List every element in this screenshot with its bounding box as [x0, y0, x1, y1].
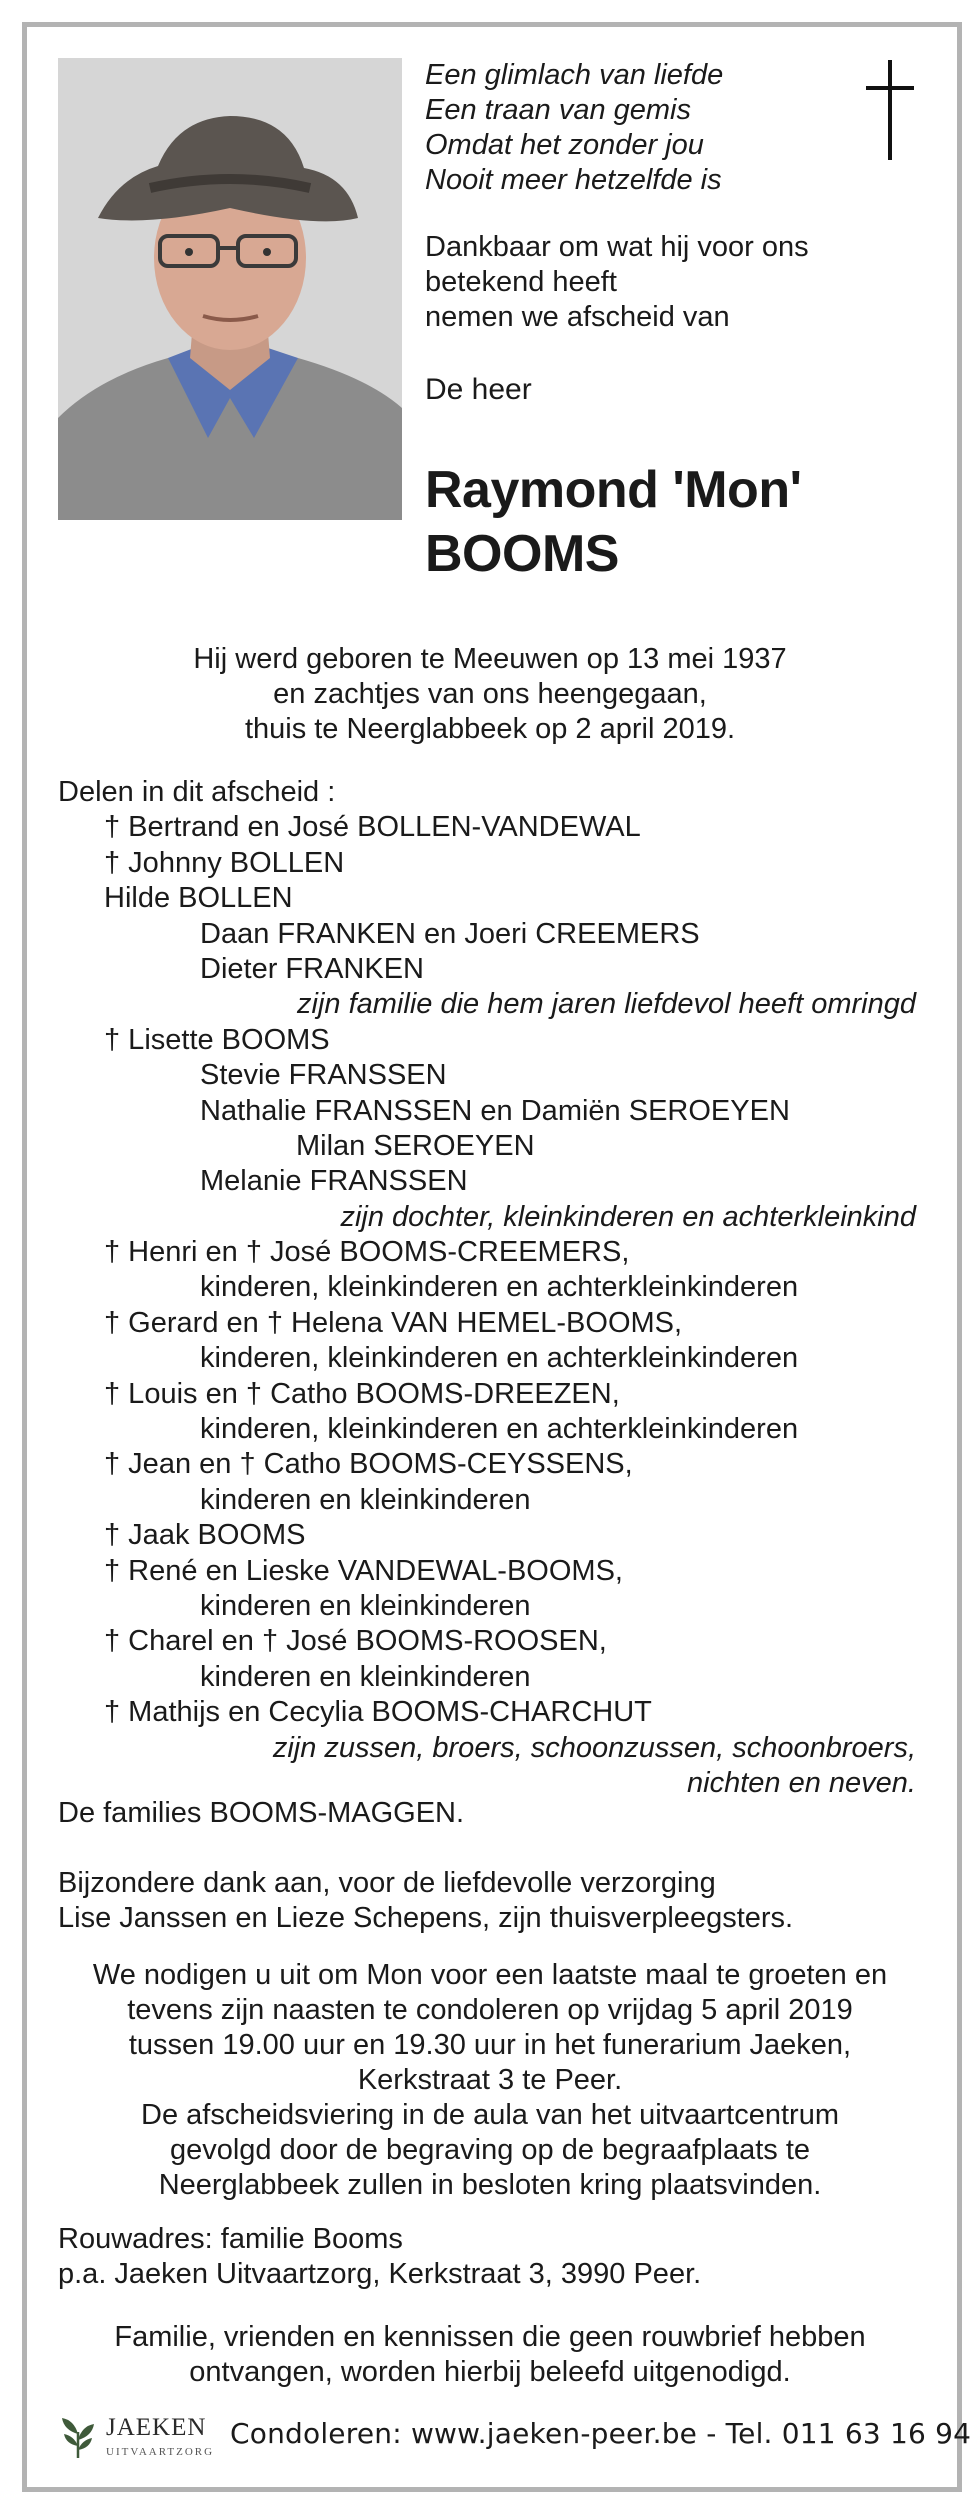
- mourner-line: Stevie FRANSSEN: [200, 1059, 447, 1092]
- mourner-line: Melanie FRANSSEN: [200, 1165, 468, 1198]
- mourner-line: † Lisette BOOMS: [104, 1023, 330, 1056]
- thanks-text: [425, 230, 865, 335]
- gratitude-line: Lise Janssen en Lieze Schepens, zijn thuisverpleegsters.: [58, 1902, 794, 1934]
- mourner-line: † Charel en † José BOOMS-ROOSEN,: [104, 1625, 607, 1658]
- mourner-line: kinderen en kleinkinderen: [200, 1483, 531, 1516]
- families-line: De families BOOMS-MAGGEN.: [58, 1797, 465, 1829]
- thanks-line: Dankbaar om wat hij voor ons: [425, 231, 809, 263]
- mourner-line: † Henri en † José BOOMS-CREEMERS,: [104, 1236, 630, 1269]
- mourner-line: † Gerard en † Helena VAN HEMEL-BOOMS,: [104, 1306, 683, 1339]
- honorific: De heer: [425, 373, 532, 406]
- mourner-line: kinderen, kleinkinderen en achterkleinkinderen: [200, 1271, 799, 1304]
- mourner-line: † Jaak BOOMS: [104, 1519, 306, 1552]
- poem: [425, 58, 855, 198]
- invitation-text: [58, 1958, 922, 2203]
- mourner-line: kinderen en kleinkinderen: [200, 1660, 531, 1693]
- mourner-line: † Bertrand en José BOLLEN-VANDEWAL: [104, 811, 641, 844]
- cross-icon: [862, 60, 918, 169]
- poem-line: Nooit meer hetzelfde is: [425, 164, 722, 196]
- name-line-first: Raymond 'Mon': [425, 461, 802, 519]
- relationship-line: zijn zussen, broers, schoonzussen, schoonbroers,: [272, 1731, 916, 1764]
- condolence-contact: Condoleren: www.jaeken-peer.be - Tel. 011 63 16 94: [230, 2417, 972, 2450]
- gratitude-text: [58, 1866, 922, 1936]
- logo-subtitle: UITVAARTZORG: [106, 2446, 215, 2458]
- mourner-line: † Mathijs en Cecylia BOOMS-CHARCHUT: [104, 1696, 652, 1729]
- address-line: Rouwadres: familie Booms: [58, 2223, 403, 2255]
- thanks-line: betekend heeft: [425, 266, 617, 298]
- relationship-line: zijn dochter, kleinkinderen en achterkleinkind: [340, 1200, 916, 1233]
- address-line: p.a. Jaeken Uitvaartzorg, Kerkstraat 3, 3990 Peer.: [58, 2258, 702, 2290]
- mourner-line: † Louis en † Catho BOOMS-DREEZEN,: [104, 1377, 620, 1410]
- birth-line: en zachtjes van ons heengegaan,: [273, 678, 707, 710]
- poem-line: Een glimlach van liefde: [425, 59, 724, 91]
- invite-line: gevolgd door de begraving op de begraafplaats te: [169, 2134, 811, 2166]
- poem-line: Een traan van gemis: [425, 94, 691, 126]
- invite-line: We nodigen u uit om Mon voor een laatste maal te groeten en: [92, 1959, 888, 1991]
- leaf-icon: [58, 2416, 98, 2465]
- mourner-line: † Johnny BOLLEN: [104, 846, 345, 879]
- poem-line: Omdat het zonder jou: [425, 129, 704, 161]
- footer: [58, 2406, 972, 2466]
- mourners-list: [58, 775, 922, 1801]
- mourner-line: kinderen, kleinkinderen en achterkleinkinderen: [200, 1413, 799, 1446]
- mourner-line: Nathalie FRANSSEN en Damiën SEROEYEN: [200, 1094, 790, 1127]
- mourning-address: [58, 2222, 922, 2292]
- mourner-line: † Jean en † Catho BOOMS-CEYSSENS,: [104, 1448, 633, 1481]
- invite-line: tussen 19.00 uur en 19.30 uur in het funerarium Jaeken,: [128, 2029, 852, 2061]
- invited-line: ontvangen, worden hierbij beleefd uitgenodigd.: [189, 2356, 791, 2388]
- mourner-line: Milan SEROEYEN: [296, 1129, 535, 1162]
- invite-line: De afscheidsviering in de aula van het uitvaartcentrum: [141, 2099, 839, 2131]
- general-invitation: [58, 2320, 922, 2390]
- mourner-line: kinderen en kleinkinderen: [200, 1589, 531, 1622]
- invite-line: tevens zijn naasten te condoleren op vrijdag 5 april 2019: [127, 1994, 853, 2026]
- logo-name: JAEKEN: [106, 2414, 207, 2441]
- relationship-line: nichten en neven.: [687, 1766, 916, 1799]
- invite-line: Neerglabbeek zullen in besloten kring plaatsvinden.: [158, 2169, 822, 2201]
- relationship-line: zijn familie die hem jaren liefdevol heeft omringd: [297, 988, 916, 1021]
- birth-line: thuis te Neerglabbeek op 2 april 2019.: [244, 713, 736, 745]
- invite-line: Kerkstraat 3 te Peer.: [357, 2064, 623, 2096]
- mourner-line: † René en Lieske VANDEWAL-BOOMS,: [104, 1554, 623, 1587]
- mourners-heading: Delen in dit afscheid :: [58, 776, 336, 808]
- deceased-name: [425, 458, 905, 586]
- birth-death-text: [58, 642, 922, 747]
- mourner-line: Hilde BOLLEN: [104, 882, 293, 915]
- thanks-line: nemen we afscheid van: [425, 301, 730, 333]
- invited-line: Familie, vrienden en kennissen die geen rouwbrief hebben: [114, 2321, 866, 2353]
- mourner-line: Dieter FRANKEN: [200, 952, 424, 985]
- gratitude-line: Bijzondere dank aan, voor de liefdevolle verzorging: [58, 1867, 716, 1899]
- mourner-line: Daan FRANKEN en Joeri CREEMERS: [200, 917, 700, 950]
- birth-line: Hij werd geboren te Meeuwen op 13 mei 1937: [193, 643, 787, 675]
- portrait-photo: [58, 58, 402, 520]
- name-line-last: BOOMS: [425, 525, 619, 583]
- jaeken-logo: [58, 2406, 218, 2466]
- mourner-line: kinderen, kleinkinderen en achterkleinkinderen: [200, 1342, 799, 1375]
